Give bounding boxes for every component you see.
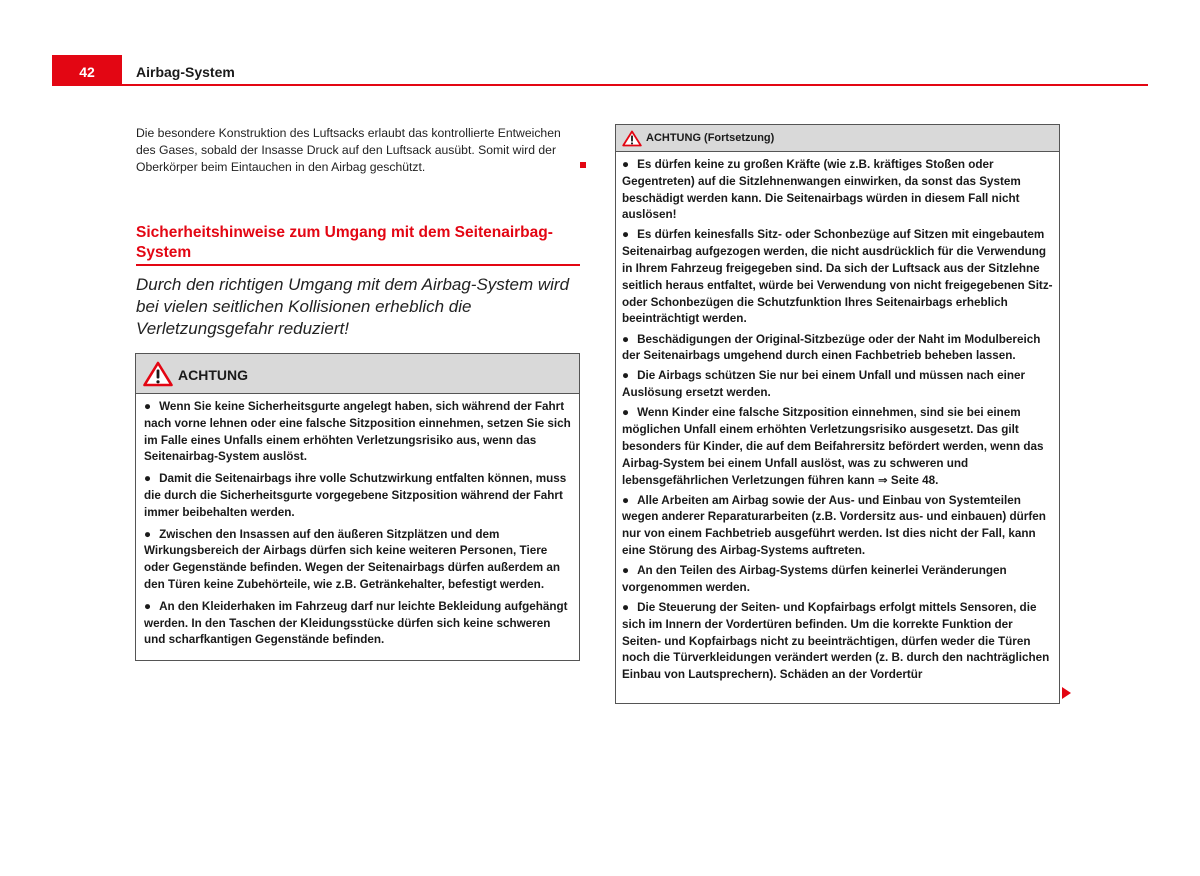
warning-item-text: Beschädigungen der Original-Sitzbezüge oder der Naht im Modulbereich der Seitenairbags umgehend durch einen Fachbetrieb beheben lassen.: [622, 332, 1041, 363]
warning-item: [622, 600, 1053, 684]
page-number: 42: [52, 55, 122, 85]
header-rule: [52, 84, 1148, 86]
warning-item-text: Die Airbags schützen Sie nur bei einem Unfall und müssen nach einer Auslösung ersetzt werden.: [622, 369, 1026, 400]
warning-item-text: Es dürfen keinesfalls Sitz- oder Schonbezüge auf Sitzen mit eingebautem Seitenairbag aufgezogen werden, die nicht ausdrücklich für die Verwendung in Ihrem Fahrzeug freigegeben sind. Da sich der Luftsack aus der Sitzlehne seitlich heraus entfaltet, würde bei Verwendung von nicht freigegebenen Sitz- oder Schonbezügen die Schutzfunktion Ihres Seitenairbags erheblich beeinträchtigt werden.: [622, 228, 1053, 326]
warning-continued-box: [615, 124, 1060, 704]
warning-item-text: Damit die Seitenairbags ihre volle Schutzwirkung entfalten können, muss die durch die Sicherheitsgurte vorgegebene Sitzposition während der Fahrt immer beibehalten werden.: [144, 472, 567, 519]
warning-item-text: Alle Arbeiten am Airbag sowie der Aus- und Einbau von Systemteilen wegen anderer Reparaturarbeiten (z.B. Vordersitz aus- und einbauen) dürfen nur von einem Fachbetrieb ausgeführt werden. Ist dies nicht der Fall, kann eine Störung des Airbag-Systems auftreten.: [622, 493, 1046, 558]
warning-item-text: An den Teilen des Airbag-Systems dürfen keinerlei Veränderungen vorgenommen werden.: [622, 564, 1007, 594]
warning-item: [144, 527, 571, 594]
warning-item: [622, 227, 1053, 328]
warning-item: [622, 563, 1053, 597]
warning-item-text: Wenn Kinder eine falsche Sitzposition einnehmen, sind sie bei einem möglichen Unfall einem erhöhten Verletzungsrisiko ausgesetzt. Das gilt besonders für Kinder, die auf dem Beifahrersitz befördert werden, wenn das Airbag-System bei einem Unfall auslöst, was zu schweren und lebensgefährlichen Verletzungen führen kann ⇒ Seite 48.: [622, 406, 1044, 487]
bullet: ●: [622, 332, 630, 346]
warning-box: [135, 353, 580, 661]
end-of-section-square-icon: [580, 162, 586, 168]
page-header: [52, 55, 1148, 87]
warning-item-text: Es dürfen keine zu großen Kräfte (wie z.B. kräftiges Stoßen oder Gegentreten) auf die Sitzlehnenwangen einwirken, da sonst das System beschädigt werden kann. Die Seitenairbags würden in diesem Fall nicht auslösen!: [622, 158, 1021, 222]
warning-item-text: Wenn Sie keine Sicherheitsgurte angelegt haben, sich während der Fahrt nach vorne lehnen oder eine falsche Sitzposition einnehmen, setzen Sie sich im Falle eines Unfalls einem erhöhten Verletzungsrisiko aus, wenn das Seitenairbag-System auslöst.: [144, 400, 571, 464]
bullet: ●: [622, 158, 630, 171]
warning-continued-list: [616, 152, 1059, 684]
bullet: ●: [622, 369, 630, 383]
warning-item: [622, 368, 1053, 402]
warning-list: [136, 394, 579, 649]
warning-item-text: An den Kleiderhaken im Fahrzeug darf nur leichte Bekleidung aufgehängt werden. In den Taschen der Kleidungsstücke dürfen sich keine schweren und scharfkantigen Gegenstände befinden.: [144, 599, 568, 647]
section-rule: [136, 264, 580, 266]
bullet: ●: [622, 406, 630, 420]
continue-arrow-icon: [1062, 687, 1071, 699]
warning-item: [144, 399, 571, 466]
bullet: ●: [144, 599, 152, 613]
warning-triangle-icon: [622, 130, 642, 152]
bullet: ●: [144, 527, 152, 541]
bullet: ●: [622, 493, 630, 507]
warning-continued-header: [616, 125, 1059, 152]
warning-item-text: Zwischen den Insassen auf den äußeren Sitzplätzen und dem Wirkungsbereich der Airbags dürfen sich keine weiteren Personen, Tiere oder Gegenstände befinden. Wegen der Seitenairbags dürfen außerdem an den Türen keine Zubehörteile, wie z.B. Getränkehalter, befestigt werden.: [144, 527, 561, 591]
warning-continued-title: ACHTUNG (Fortsetzung): [646, 132, 775, 144]
bullet: ●: [622, 564, 630, 578]
warning-item: [144, 471, 571, 521]
bullet: ●: [622, 228, 630, 242]
warning-item: [622, 332, 1053, 366]
warning-header: [136, 354, 579, 394]
bullet: ●: [144, 472, 152, 486]
bullet: ●: [144, 400, 152, 413]
warning-item: [622, 157, 1053, 224]
warning-item: [144, 599, 571, 649]
warning-item: [622, 493, 1053, 560]
section-heading: Sicherheitshinweise zum Umgang mit dem Seitenairbag-System: [136, 224, 553, 261]
warning-item-text: Die Steuerung der Seiten- und Kopfairbags erfolgt mittels Sensoren, die sich im Innern der Vordertüren befinden. Um die korrekte Funktion der Seiten- und Kopfairbags nicht zu beeinträchtigen, dürfen weder die Türen noch die Türverkleidungen verändert werden (z. B. durch den nachträglichen Einbau von Lautsprechern). Schäden an der Vordertür: [622, 601, 1050, 682]
section-lead: Durch den richtigen Umgang mit dem Airbag-System wird bei vielen seitlichen Kollisionen erheblich die Verletzungsgefahr reduziert!: [136, 275, 570, 338]
header-title: Airbag-System: [136, 64, 235, 80]
warning-triangle-icon: [143, 361, 173, 392]
bullet: ●: [622, 601, 630, 614]
intro-paragraph: Die besondere Konstruktion des Luftsacks erlaubt das kontrollierte Entweichen des Gases, sobald der Insasse Druck auf den Luftsack ausübt. Somit wird der Oberkörper beim Eintauchen in den Airbag geschützt.: [136, 126, 561, 174]
warning-item: [622, 405, 1053, 489]
warning-title: ACHTUNG: [178, 367, 248, 383]
